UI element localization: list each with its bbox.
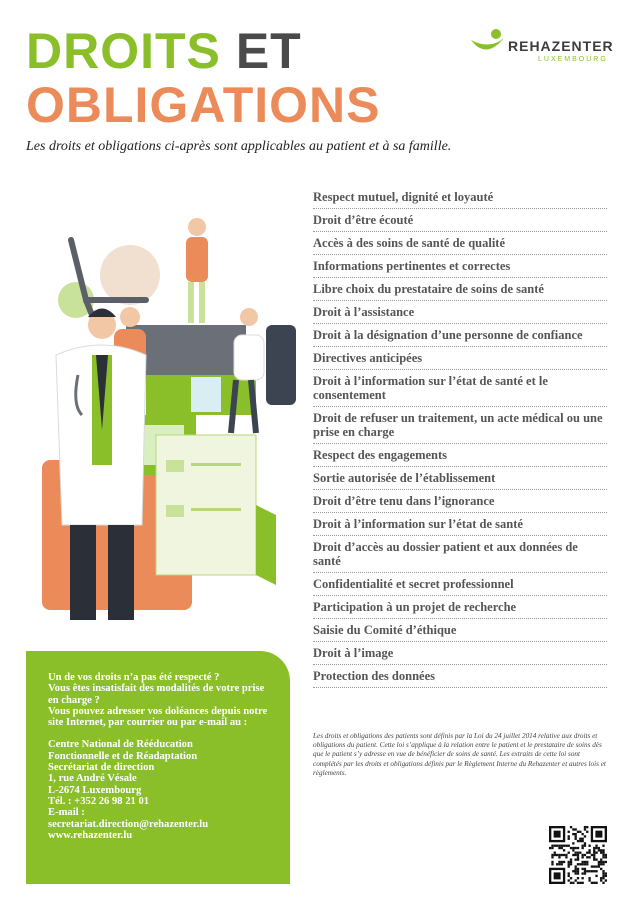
contact-city: L-2674 Luxembourg — [48, 784, 142, 796]
medical-staff-illustration — [26, 205, 310, 635]
rights-list — [313, 186, 607, 688]
right-item: Droit de refuser un traitement, un acte médical ou une prise en charge — [313, 407, 607, 444]
right-item: Sortie autorisée de l’établissement — [313, 467, 607, 490]
contact-box — [26, 651, 290, 884]
contact-department: Secrétariat de direction — [48, 762, 155, 774]
right-item: Droit à l’information sur l’état de santé et le consentement — [313, 370, 607, 407]
right-item: Informations pertinentes et correctes — [313, 255, 607, 278]
page-title-line1 — [26, 23, 302, 79]
right-item: Libre choix du prestataire de soins de santé — [313, 278, 607, 301]
right-item: Respect mutuel, dignité et loyauté — [313, 186, 607, 209]
right-item: Protection des données — [313, 665, 607, 688]
title-word-droits: DROITS — [26, 23, 221, 79]
title-word-et: ET — [235, 23, 302, 79]
contact-instruction: Vous pouvez adresser vos doléances depuis notre site Internet, par courrier ou par e-mail au : — [48, 705, 268, 729]
page-title-line2: OBLIGATIONS — [26, 77, 381, 133]
right-item: Droit à l’information sur l’état de santé — [313, 513, 607, 536]
right-item: Participation à un projet de recherche — [313, 596, 607, 619]
contact-org-line1: Centre National de Rééducation — [48, 739, 193, 751]
logo-name: REHAZENTER — [508, 38, 614, 54]
contact-email-label: E-mail : — [48, 807, 85, 819]
rehazenter-logo — [468, 24, 618, 74]
contact-org-line2: Fonctionnelle et de Réadaptation — [48, 750, 198, 762]
contact-question-2: Vous êtes insatisfait des modalités de votre prise en charge ? — [48, 683, 265, 706]
right-item: Droit à l’image — [313, 642, 607, 665]
contact-website[interactable]: www.rehazenter.lu — [48, 829, 133, 841]
contact-street: 1, rue André Vésale — [48, 773, 137, 785]
right-item: Confidentialité et secret professionnel — [313, 573, 607, 596]
right-item: Droit d’être écouté — [313, 209, 607, 232]
right-item: Droit d’être tenu dans l’ignorance — [313, 490, 607, 513]
logo-subtitle: LUXEMBOURG — [538, 56, 608, 63]
rehazenter-logo-icon — [468, 26, 508, 62]
right-item: Droit à l’assistance — [313, 301, 607, 324]
right-item: Directives anticipées — [313, 347, 607, 370]
contact-email[interactable]: secretariat.direction@rehazenter.lu — [48, 818, 209, 830]
qr-code-icon[interactable] — [549, 826, 607, 884]
right-item: Droit à la désignation d’une personne de confiance — [313, 324, 607, 347]
contact-phone: Tél. : +352 26 98 21 01 — [48, 795, 150, 807]
right-item: Respect des engagements — [313, 444, 607, 467]
legal-note: Les droits et obligations des patients sont définis par la Loi du 24 juillet 2014 relative aux droits et obligations du patient. Cette loi s’applique à la relation entre le patient et le prestataire de soins dès que le patient s’y adresse en vue de bénéficier de soins de santé. Les extraits de cette loi sont complétés par les droits et obligations définis par le Règlement Interne du Rehazenter et autres lois et règlements. — [313, 732, 606, 777]
intro-text: Les droits et obligations ci-après sont applicables au patient et à sa famille. — [26, 139, 452, 154]
right-item: Saisie du Comité d’éthique — [313, 619, 607, 642]
contact-question-1: Un de vos droits n’a pas été respecté ? — [48, 672, 220, 683]
right-item: Accès à des soins de santé de qualité — [313, 232, 607, 255]
right-item: Droit d’accès au dossier patient et aux données de santé — [313, 536, 607, 573]
